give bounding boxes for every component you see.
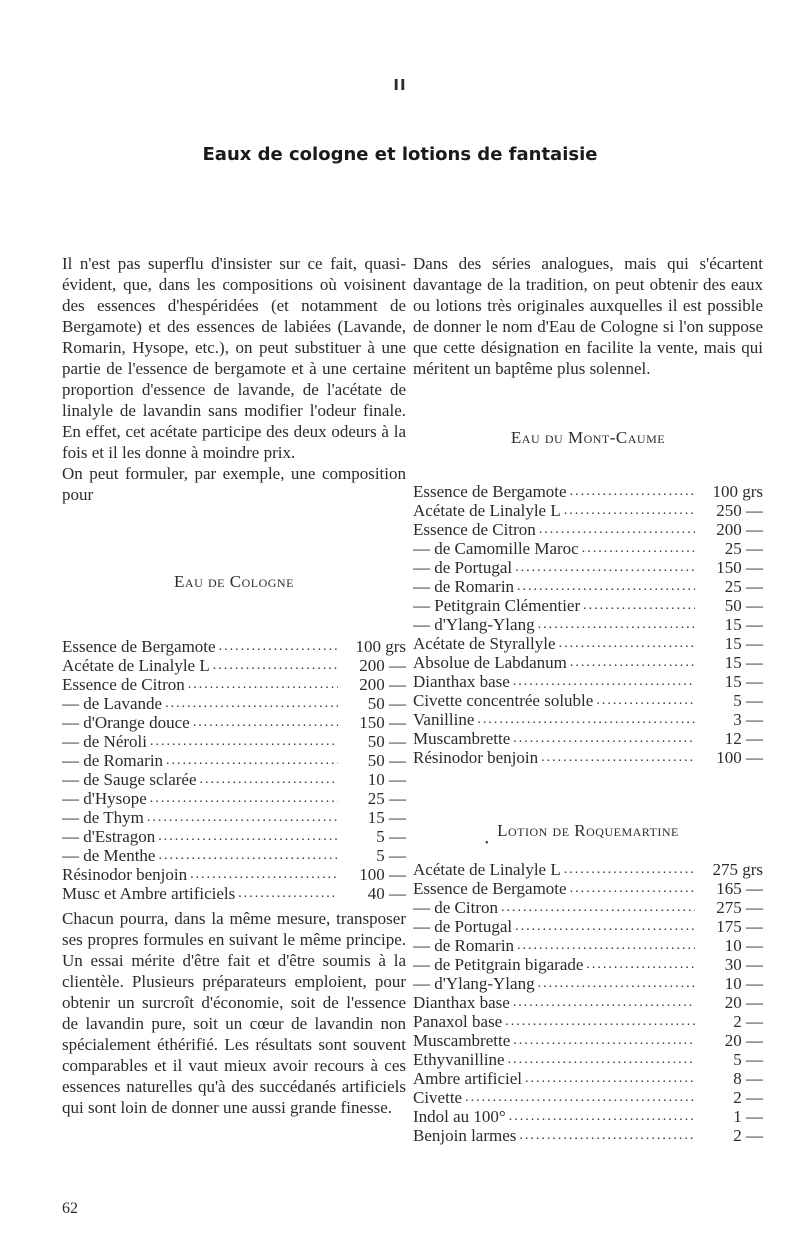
ingredient-row [413, 1049, 763, 1068]
ingredient-name: Dianthax base [413, 993, 510, 1012]
ingredient-quantity: 2 — [733, 1012, 763, 1031]
dot-leader [515, 916, 695, 937]
ingredient [413, 709, 695, 730]
ingredient-row [413, 747, 763, 766]
dot-leader [158, 845, 338, 866]
ingredient-name: — de Petitgrain bigarade [413, 955, 584, 974]
ingredient [413, 954, 695, 975]
ingredient [62, 636, 338, 657]
ingredient [413, 557, 695, 578]
dot-leader [596, 690, 695, 711]
ingredient-quantity: 200 — [359, 675, 406, 694]
ingredient-name: Muscambrette [413, 729, 511, 748]
dot-leader [515, 557, 695, 578]
ingredient [413, 576, 695, 597]
ingredient-row [413, 935, 763, 954]
ingredient-quantity: 175 — [716, 917, 763, 936]
ingredient-name: — d'Estragon [62, 827, 156, 846]
dot-leader [193, 712, 338, 733]
dot-leader [564, 859, 695, 880]
ingredient [413, 500, 695, 521]
ingredient-quantity: 30 — [724, 955, 763, 974]
ingredient [413, 538, 695, 559]
recipe-heading-roquemartine: Lotion de Roquemartine [497, 821, 679, 840]
ingredient-quantity: 15 — [724, 615, 763, 634]
ingredient-name: Ambre artificiel [413, 1069, 523, 1088]
right-column [413, 253, 763, 1144]
ingredient-name: — de Néroli [62, 732, 147, 751]
recipe-heading-eau-de-cologne: Eau de Cologne [174, 572, 294, 591]
ingredient-row [413, 690, 763, 709]
ingredient-quantity: 100 — [359, 865, 406, 884]
ingredient-row [413, 1087, 763, 1106]
ingredient-name: Résinodor benjoin [62, 865, 188, 884]
ingredient-name: — de Sauge sclarée [62, 770, 197, 789]
ingredient [413, 897, 695, 918]
ingredient-name: Civette [413, 1088, 463, 1107]
recipe-heading-mont-caume: Eau du Mont-Caume [510, 428, 666, 447]
ingredient [62, 693, 338, 714]
ingredient-row [413, 595, 763, 614]
dot-leader [538, 973, 695, 994]
ingredient-name: Musc et Ambre artificiels [62, 884, 236, 903]
ingredient-quantity: 15 — [724, 653, 763, 672]
ingredient [413, 878, 695, 899]
ingredient-quantity: 10 — [724, 936, 763, 955]
ingredient-quantity: 5 — [376, 827, 406, 846]
ingredient [62, 750, 338, 771]
ingredient [62, 674, 338, 695]
ingredient [413, 916, 695, 937]
ingredient-quantity: 20 — [724, 1031, 763, 1050]
ingredient-name: Vanilline [413, 710, 475, 729]
ingredient-name: Essence de Citron [413, 520, 536, 539]
ingredient-name: Acétate de Linalyle L [413, 860, 561, 879]
ingredient-quantity: 150 — [359, 713, 406, 732]
ingredient-name: Essence de Bergamote [413, 482, 567, 501]
ingredient-row [62, 693, 406, 712]
ingredient-row [62, 826, 406, 845]
dot-leader [539, 519, 695, 540]
ingredient [62, 807, 338, 828]
ingredient-name: — d'Hysope [62, 789, 147, 808]
ingredient-row [413, 633, 763, 652]
dot-leader [200, 769, 338, 790]
ingredient [62, 655, 338, 676]
ingredient-name: Ethyvanilline [413, 1050, 505, 1069]
ingredient-name: Muscambrette [413, 1031, 511, 1050]
dot-leader [541, 747, 695, 768]
ingredient-row [62, 750, 406, 769]
ingredient-name: — de Romarin [413, 577, 515, 596]
ingredient-row [413, 557, 763, 576]
dot-leader [586, 954, 695, 975]
ingredient [413, 690, 695, 711]
ingredient-row [413, 1011, 763, 1030]
intro-paragraph: Il n'est pas superflu d'insister sur ce fait, quasi-évident, que, dans les compositions où voisinent des essences d'hespéridées (et notamment de Bergamote) et des essences de labiées (Lavande, Romarin, Hysope, etc.), on peut substituer à une partie de l'essence de bergamote et à une certaine proportion d'essence de lavande, de l'acétate de linalyle de lavandin sans modifier l'odeur finale. En effet, cet acétate participe des deux odeurs à la fois et il les donne à moindre prix. [62, 254, 406, 462]
dot-leader [509, 1106, 695, 1127]
dot-leader [158, 826, 338, 847]
ingredient-row [62, 769, 406, 788]
ingredient [413, 595, 695, 616]
ingredient-quantity: 50 — [367, 732, 406, 751]
ingredient-quantity: 5 — [733, 1050, 763, 1069]
ingredient-row [413, 1068, 763, 1087]
ingredient [413, 1106, 695, 1127]
ingredient-row [62, 883, 406, 902]
ingredient-row [413, 481, 763, 500]
ingredient [62, 788, 338, 809]
dot-leader [583, 595, 695, 616]
ingredient [413, 859, 695, 880]
ingredient-quantity: 1 — [733, 1107, 763, 1126]
ingredient [62, 712, 338, 733]
ingredient-name: Acétate de Linalyle L [62, 656, 210, 675]
ingredient-name: Dianthax base [413, 672, 510, 691]
ingredient-name: — de Romarin [62, 751, 164, 770]
ingredient [413, 1087, 695, 1108]
dot-leader [150, 788, 338, 809]
ingredient-quantity: 275 — [716, 898, 763, 917]
dot-leader [477, 709, 695, 730]
ingredient-quantity: 50 — [724, 596, 763, 615]
dot-leader [517, 576, 695, 597]
ingredient-row [413, 614, 763, 633]
dot-leader [513, 992, 695, 1013]
ingredient [413, 747, 695, 768]
ingredient-name: — de Camomille Maroc [413, 539, 579, 558]
ingredient [413, 614, 695, 635]
ingredient-row [413, 859, 763, 878]
ingredient-quantity: 100 grs [355, 637, 406, 656]
ingredient-quantity: 40 — [367, 884, 406, 903]
dot-leader [538, 614, 695, 635]
ingredient-row [62, 864, 406, 883]
ingredient-row [413, 519, 763, 538]
ingredient-quantity: 250 — [716, 501, 763, 520]
ingredient-quantity: 25 — [724, 539, 763, 558]
ingredient-row [413, 728, 763, 747]
ingredient [62, 826, 338, 847]
ingredient-quantity: 5 — [376, 846, 406, 865]
outro-paragraph: Chacun pourra, dans la même mesure, transposer ses propres formules en suivant le même principe. Un essai mérite d'être fait et d'être soumis à la clientèle. Plusieurs préparateurs emploient, pour obtenir un surcroît d'économie, soit de l'essence de lavandin pure, soit un cœur de lavandin non spécialement éthérifié. Les résultats sont souvent comparables et il vaut mieux avoir recours à ces essences naturelles qu'à des succédanés artificiels qui sont loin de donner une aussi grande finesse. [62, 909, 406, 1117]
ingredient-row [413, 500, 763, 519]
dot-leader [190, 864, 338, 885]
ingredient [62, 769, 338, 790]
ingredient-row [413, 1125, 763, 1144]
ingredient-quantity: 100 grs [712, 482, 763, 501]
ingredient-row [413, 897, 763, 916]
ingredient-quantity: 15 — [724, 634, 763, 653]
ingredient [413, 481, 695, 502]
ingredient-row [62, 712, 406, 731]
ingredient-name: Indol au 100° [413, 1107, 506, 1126]
ingredient-row [62, 636, 406, 655]
ingredient-row [62, 845, 406, 864]
ingredient-row [413, 973, 763, 992]
dot-leader [508, 1049, 695, 1070]
dot-leader [570, 652, 695, 673]
ingredient-quantity: 275 grs [712, 860, 763, 879]
ingredient-quantity: 150 — [716, 558, 763, 577]
ingredient-name: Essence de Citron [62, 675, 185, 694]
ingredient-name: — de Portugal [413, 917, 513, 936]
ingredient [413, 1049, 695, 1070]
ingredient-quantity: 2 — [733, 1126, 763, 1145]
ingredient-quantity: 20 — [724, 993, 763, 1012]
ingredient-quantity: 100 — [716, 748, 763, 767]
ingredient-row [413, 576, 763, 595]
ingredient-name: — d'Orange douce [62, 713, 190, 732]
ingredient-row [62, 788, 406, 807]
ingredient [62, 864, 338, 885]
dot-leader [517, 935, 695, 956]
bullet-mark: • [485, 838, 489, 849]
ingredient-row [413, 652, 763, 671]
ingredient-quantity: 15 — [724, 672, 763, 691]
dot-leader [165, 693, 338, 714]
ingredient-name: — de Thym [62, 808, 144, 827]
dot-leader [188, 674, 338, 695]
dot-leader [570, 878, 695, 899]
ingredient-row [62, 655, 406, 674]
ingredient-row [413, 671, 763, 690]
dot-leader [570, 481, 695, 502]
ingredient-name: — de Romarin [413, 936, 515, 955]
ingredient-row [62, 807, 406, 826]
ingredient [413, 519, 695, 540]
dot-leader [525, 1068, 695, 1089]
ingredient-name: — de Lavande [62, 694, 163, 713]
ingredient-quantity: 200 — [359, 656, 406, 675]
ingredient-row [413, 709, 763, 728]
ingredient-row [413, 992, 763, 1011]
dot-leader [519, 1125, 695, 1146]
ingredient [413, 1030, 695, 1051]
ingredient [62, 731, 338, 752]
ingredient-row [413, 538, 763, 557]
ingredient-name: Acétate de Styrallyle [413, 634, 556, 653]
ingredient-name: — de Menthe [62, 846, 156, 865]
recipe-list-roquemartine [413, 859, 763, 1144]
ingredient-name: Benjoin larmes [413, 1126, 517, 1145]
ingredient-name: Essence de Bergamote [413, 879, 567, 898]
ingredient-row [413, 1030, 763, 1049]
ingredient-quantity: 10 — [724, 974, 763, 993]
ingredient-quantity: 15 — [367, 808, 406, 827]
ingredient [62, 845, 338, 866]
ingredient-name: Panaxol base [413, 1012, 503, 1031]
ingredient-name: — de Citron [413, 898, 498, 917]
ingredient-name: Absolue de Labdanum [413, 653, 567, 672]
page-number: 62 [62, 1200, 78, 1217]
dot-leader [559, 633, 695, 654]
ingredient-quantity: 5 — [733, 691, 763, 710]
recipe-list-eau-de-cologne [62, 636, 406, 902]
ingredient-name: — de Portugal [413, 558, 513, 577]
ingredient [413, 935, 695, 956]
dot-leader [166, 750, 338, 771]
dot-leader [513, 728, 695, 749]
ingredient-quantity: 8 — [733, 1069, 763, 1088]
ingredient-quantity: 165 — [716, 879, 763, 898]
ingredient-quantity: 12 — [724, 729, 763, 748]
ingredient-row [62, 731, 406, 750]
ingredient-quantity: 50 — [367, 694, 406, 713]
dot-leader [147, 807, 338, 828]
recipe-list-mont-caume [413, 481, 763, 766]
left-column [62, 253, 406, 1118]
dot-leader [513, 1030, 695, 1051]
dot-leader [513, 671, 695, 692]
ingredient-quantity: 200 — [716, 520, 763, 539]
ingredient [413, 1011, 695, 1032]
dot-leader [219, 636, 338, 657]
section-number: II [393, 76, 407, 94]
ingredient [413, 671, 695, 692]
ingredient [413, 973, 695, 994]
ingredient [62, 883, 338, 904]
dot-leader [505, 1011, 695, 1032]
ingredient-row [413, 878, 763, 897]
ingredient [413, 652, 695, 673]
ingredient-row [413, 954, 763, 973]
ingredient-name: — d'Ylang-Ylang [413, 974, 535, 993]
dot-leader [238, 883, 338, 904]
ingredient-quantity: 25 — [724, 577, 763, 596]
ingredient-name: Essence de Bergamote [62, 637, 216, 656]
dot-leader [465, 1087, 695, 1108]
ingredient-row [62, 674, 406, 693]
ingredient-quantity: 50 — [367, 751, 406, 770]
dot-leader [213, 655, 338, 676]
ingredient-quantity: 3 — [733, 710, 763, 729]
intro-paragraph-2: On peut formuler, par exemple, une composition pour [62, 464, 406, 504]
dot-leader [150, 731, 338, 752]
ingredient-quantity: 2 — [733, 1088, 763, 1107]
ingredient-name: Résinodor benjoin [413, 748, 539, 767]
right-intro-paragraph: Dans des séries analogues, mais qui s'écartent davantage de la tradition, on peut obtenir des eaux ou lotions très originales auxquelles il est possible de donner le nom d'Eau de Cologne si l'on suppose que cette désignation en facilite la vente, mais qui méritent un baptême plus solennel. [413, 254, 763, 378]
ingredient [413, 1068, 695, 1089]
ingredient [413, 633, 695, 654]
ingredient-name: — Petitgrain Clémentier [413, 596, 581, 615]
ingredient-row [413, 1106, 763, 1125]
ingredient [413, 1125, 695, 1146]
ingredient-row [413, 916, 763, 935]
ingredient-quantity: 10 — [367, 770, 406, 789]
dot-leader [501, 897, 695, 918]
ingredient-quantity: 25 — [367, 789, 406, 808]
ingredient [413, 992, 695, 1013]
dot-leader [564, 500, 695, 521]
dot-leader [582, 538, 695, 559]
ingredient-name: Acétate de Linalyle L [413, 501, 561, 520]
ingredient [413, 728, 695, 749]
chapter-title: Eaux de cologne et lotions de fantaisie [202, 144, 598, 165]
ingredient-name: — d'Ylang-Ylang [413, 615, 535, 634]
ingredient-name: Civette concentrée soluble [413, 691, 594, 710]
